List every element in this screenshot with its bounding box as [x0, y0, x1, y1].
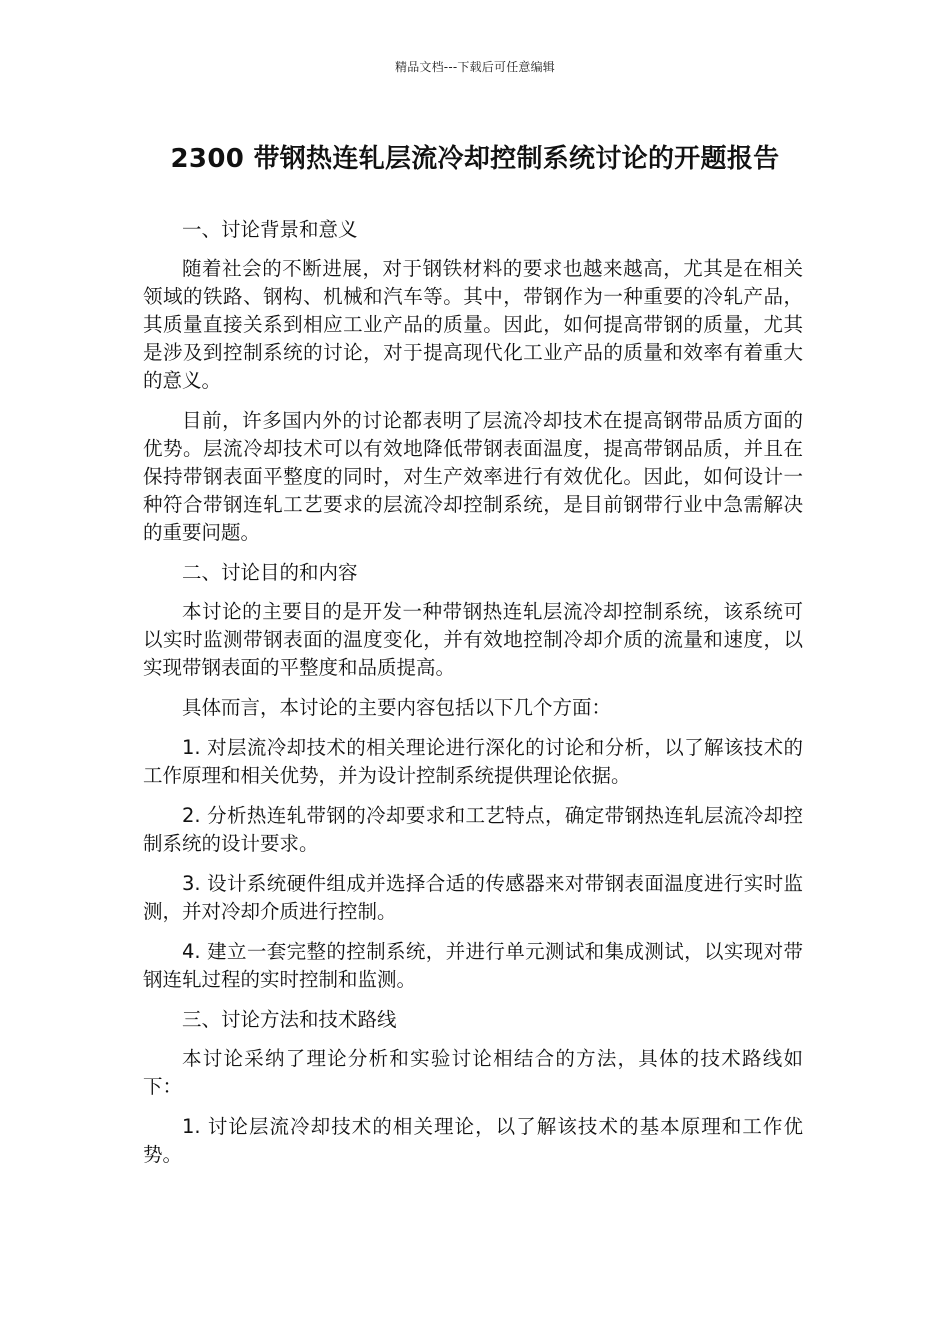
paragraph: 本讨论的主要目的是开发一种带钢热连轧层流冷却控制系统，该系统可以实时监测带钢表面的温度变化，并有效地控制冷却介质的流量和速度，以实现带钢表面的平整度和品质提高。: [143, 600, 803, 679]
paragraph: 目前，许多国内外的讨论都表明了层流冷却技术在提高钢带品质方面的优势。层流冷却技术可以有效地降低带钢表面温度，提高带钢品质，并且在保持带钢表面平整度的同时，对生产效率进行有效优化。因此，如何设计一种符合带钢连轧工艺要求的层流冷却控制系统，是目前钢带行业中急需解决的重要问题。: [143, 409, 803, 544]
section-heading-background: 一、讨论背景和意义: [182, 218, 358, 241]
paragraph: 具体而言，本讨论的主要内容包括以下几个方面：: [182, 696, 612, 719]
header-note: 精品文档---下载后可任意编辑: [395, 60, 555, 74]
document-body: [143, 216, 803, 1181]
paragraph: 本讨论采纳了理论分析和实验讨论相结合的方法，具体的技术路线如下：: [143, 1047, 803, 1098]
section-heading-methods: 三、讨论方法和技术路线: [182, 1008, 397, 1031]
paragraph: 随着社会的不断进展，对于钢铁材料的要求也越来越高，尤其是在相关领域的铁路、钢构、机械和汽车等。其中，带钢作为一种重要的冷轧产品，其质量直接关系到相应工业产品的质量。因此，如何提高带钢的质量，尤其是涉及到控制系统的讨论，对于提高现代化工业产品的质量和效率有着重大的意义。: [143, 257, 803, 392]
document-title: 2300 带钢热连轧层流冷却控制系统讨论的开题报告: [170, 144, 780, 174]
list-item: 3. 设计系统硬件组成并选择合适的传感器来对带钢表面温度进行实时监测，并对冷却介质进行控制。: [143, 872, 803, 923]
section-heading-objectives: 二、讨论目的和内容: [182, 561, 358, 584]
list-item: 1. 对层流冷却技术的相关理论进行深化的讨论和分析，以了解该技术的工作原理和相关优势，并为设计控制系统提供理论依据。: [143, 736, 803, 787]
list-item: 4. 建立一套完整的控制系统，并进行单元测试和集成测试，以实现对带钢连轧过程的实时控制和监测。: [143, 940, 803, 991]
list-item: 1. 讨论层流冷却技术的相关理论，以了解该技术的基本原理和工作优势。: [143, 1115, 803, 1166]
list-item: 2. 分析热连轧带钢的冷却要求和工艺特点，确定带钢热连轧层流冷却控制系统的设计要求。: [143, 804, 803, 855]
